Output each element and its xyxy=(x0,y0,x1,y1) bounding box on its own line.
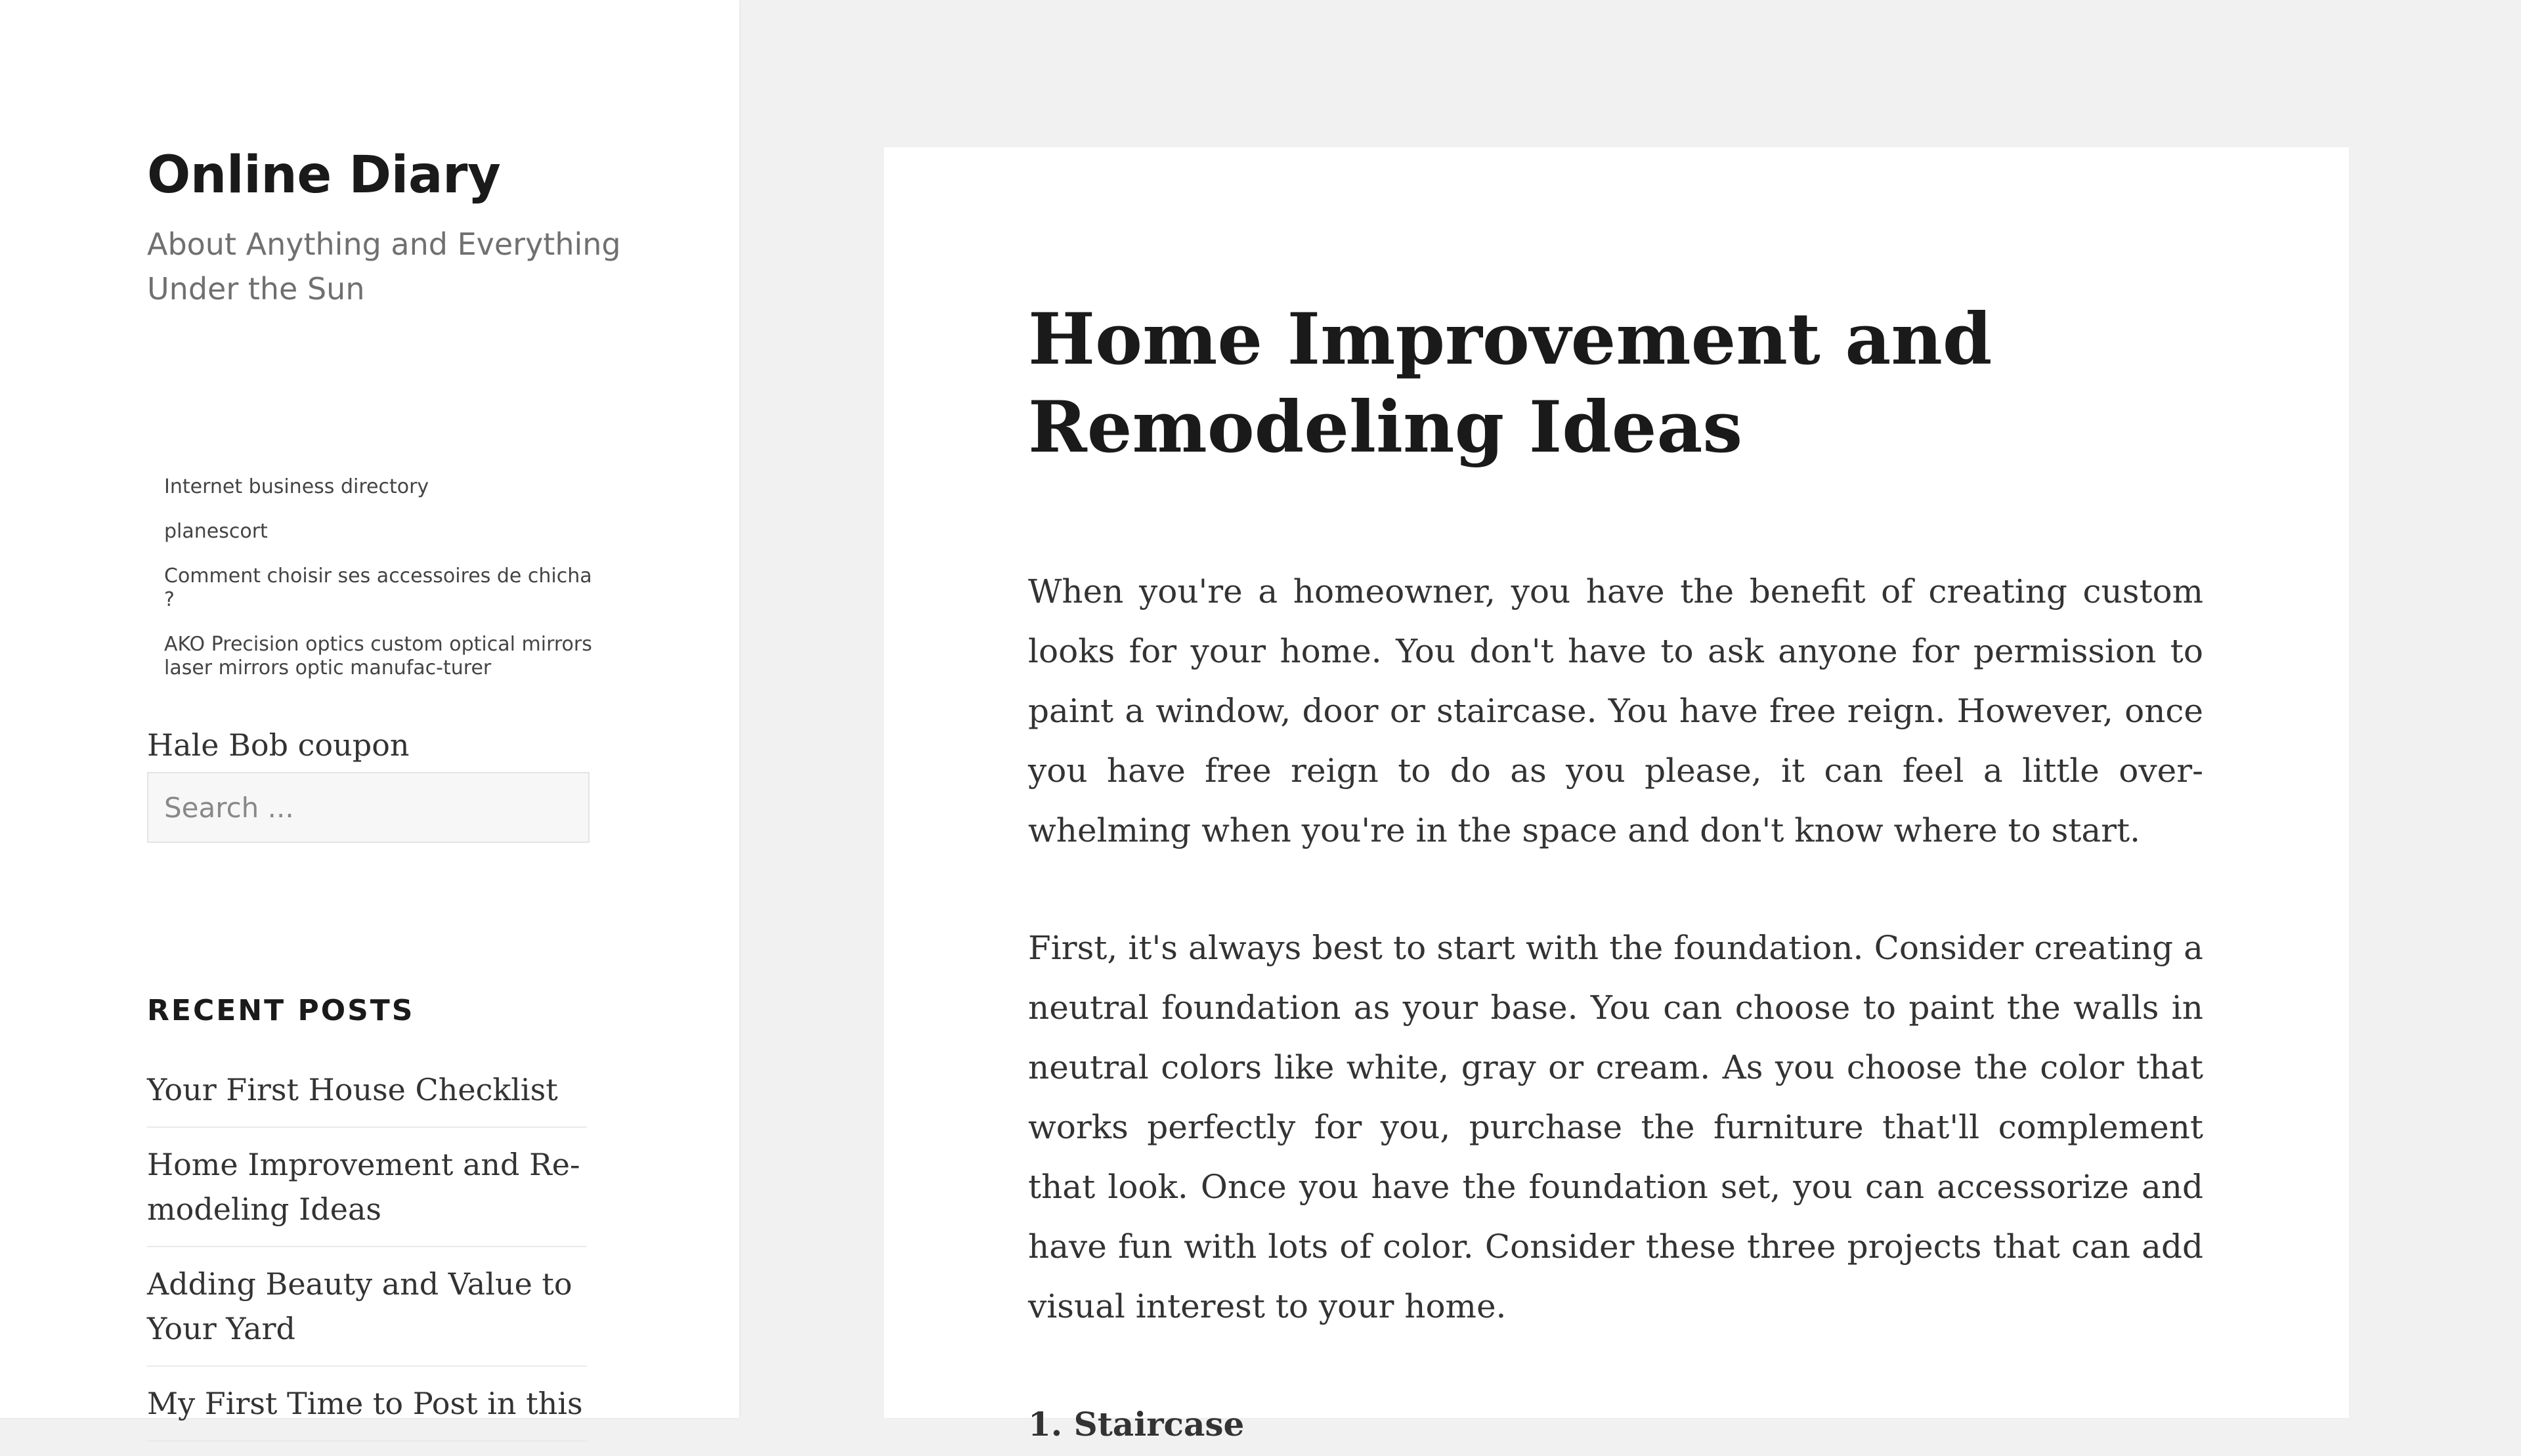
site-title[interactable]: Online Diary xyxy=(147,146,501,205)
sidebar-link[interactable]: AKO Precision optics custom optical mirrors laser mirrors optic manufac-turer xyxy=(164,633,592,679)
post-title: Home Improvement and Remodeling Ideas xyxy=(1028,298,1993,469)
post-content xyxy=(1028,562,2203,1454)
recent-post-link[interactable]: Your First House Checklist xyxy=(147,1067,587,1128)
post-paragraph: When you're a homeowner, you have the benefit of creating custom looks for your home. You don't have to ask anyone for permission to paint a window, door or staircase. You have free reign. However, once you have free reign to do as you please, it can feel a little over-whelming when you're in the space and don't know where to start. xyxy=(1028,572,2203,849)
recent-post-link[interactable]: My First Time to Post in this xyxy=(147,1381,587,1442)
recent-post-link[interactable]: Adding Beauty and Value to Your Yard xyxy=(147,1262,587,1367)
post-subheading: 1. Staircase xyxy=(1028,1405,1245,1444)
sidebar xyxy=(0,0,739,1421)
recent-posts-list xyxy=(147,1067,587,1456)
recent-post-link[interactable]: Home Improvement and Re-modeling Ideas xyxy=(147,1142,587,1247)
search-input[interactable] xyxy=(147,772,590,843)
sidebar-link[interactable]: Internet business directory xyxy=(164,475,429,498)
recent-posts-heading: RECENT POSTS xyxy=(147,994,415,1027)
post-paragraph: First, it's always best to start with the foundation. Consider creating a neutral foundation as your base. You can choose to paint the walls in neutral colors like white, gray or cream. As you choose the color that works perfectly for you, purchase the furniture that'll complement that look. Once you have the foundation set, you can accessorize and have fun with lots of color. Consider these three projects that can add visual interest to your home. xyxy=(1028,929,2203,1325)
post-card xyxy=(884,147,2349,1444)
sidebar-link[interactable]: planescort xyxy=(164,520,268,543)
sidebar-link[interactable]: Comment choisir ses accessoires de chicha ? xyxy=(164,565,592,611)
site-description: About Anything and Everything Under the Sun xyxy=(147,226,621,307)
sidebar-link-list xyxy=(164,475,597,701)
coupon-link[interactable]: Hale Bob coupon xyxy=(147,727,410,763)
